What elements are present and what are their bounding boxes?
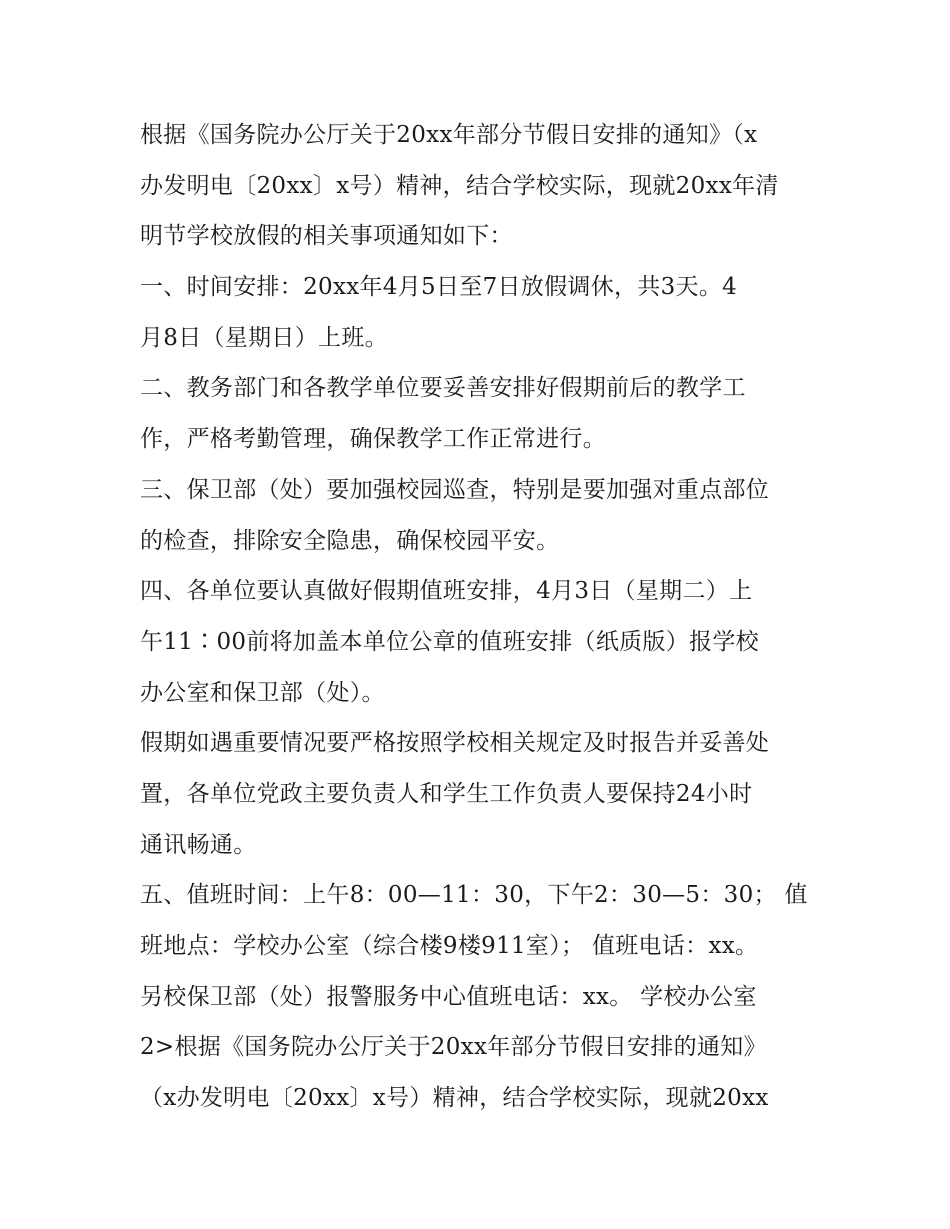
text-line: 四、各单位要认真做好假期值班安排，4月3日（星期二）上 <box>140 578 753 605</box>
text-line: 办公室和保卫部（处）。 <box>140 679 385 706</box>
document-body <box>140 110 820 1124</box>
text-line: （x办发明电〔20xx〕x号）精神，结合学校实际，现就20xx <box>140 1085 769 1112</box>
text-line: 月8日（星期日）上班。 <box>140 324 388 351</box>
text-line: 作，严格考勤管理，确保教学工作正常进行。 <box>140 426 606 453</box>
text-line: 班地点：学校办公室（综合楼9楼911室）； 值班电话：xx。 <box>140 933 759 959</box>
text-line: 明节学校放假的相关事项通知如下： <box>140 223 513 250</box>
text-line: 二、教务部门和各教学单位要妥善安排好假期前后的教学工 <box>140 375 746 402</box>
text-line: 置，各单位党政主要负责人和学生工作负责人要保持24小时 <box>140 780 753 807</box>
text-line: 2>根据《国务院办公厅关于20xx年部分节假日安排的通知》 <box>140 1034 767 1061</box>
text-line: 办发明电〔20xx〕x号）精神，结合学校实际，现就20xx年清 <box>140 172 779 199</box>
text-line: 的检查，排除安全隐患，确保校园平安。 <box>140 527 560 554</box>
text-line: 另校保卫部（处）报警服务中心值班电话：xx。 学校办公室 <box>140 983 757 1010</box>
text-line: 通讯畅通。 <box>140 831 257 858</box>
text-line: 五、值班时间：上午8：00—11：30，下午2：30—5：30； 值 <box>140 882 808 909</box>
text-line: 根据《国务院办公厅关于20xx年部分节假日安排的通知》（x <box>140 122 758 148</box>
text-line: 三、保卫部（处）要加强校园巡查，特别是要加强对重点部位 <box>140 476 770 503</box>
text-line: 一、时间安排：20xx年4月5日至7日放假调休，共3天。4 <box>140 274 738 301</box>
text-line: 假期如遇重要情况要严格按照学校相关规定及时报告并妥善处 <box>140 730 770 757</box>
text-line: 午11∶00前将加盖本单位公章的值班安排（纸质版）报学校 <box>140 628 759 655</box>
